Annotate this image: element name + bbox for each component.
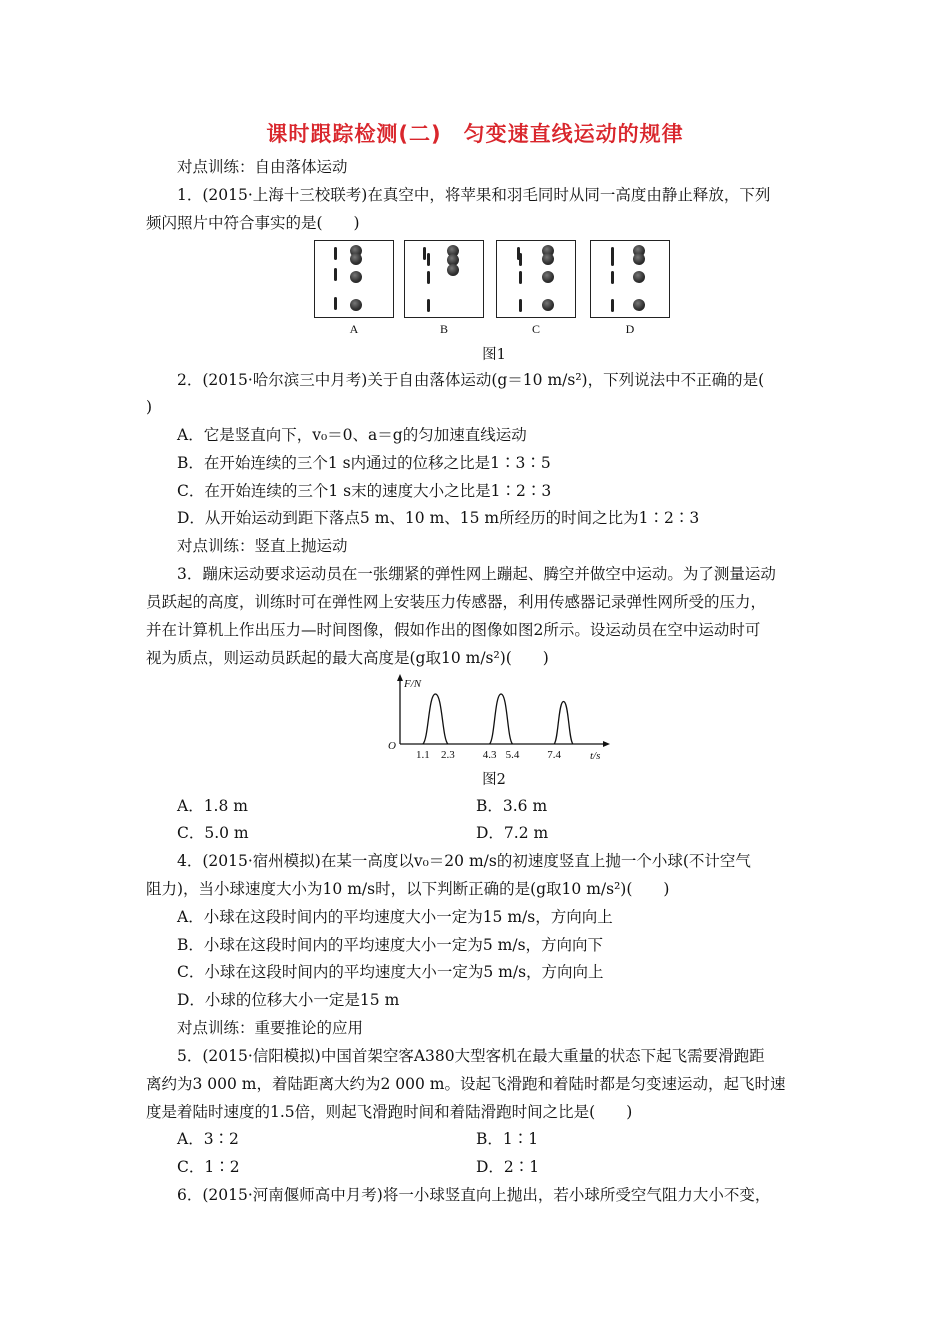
q3-option-d: D．7.2 m xyxy=(476,824,549,842)
q3-line-3: 并在计算机上作出压力—时间图像，假如作出的图像如图2所示。设运动员在空中运动时可 xyxy=(146,621,761,639)
force-pulse-curve xyxy=(554,702,573,745)
apple-icon xyxy=(542,253,554,265)
frame-label-c: C xyxy=(531,322,540,336)
feather-icon xyxy=(334,247,337,260)
q5-option-d: D．2∶1 xyxy=(476,1158,540,1176)
q2-option-a: A．它是竖直向下，v₀＝0、a＝g的匀加速直线运动 xyxy=(177,426,527,444)
feather-icon xyxy=(519,253,522,266)
figure-2-force-time-chart xyxy=(360,672,610,772)
q5-option-b: B．1∶1 xyxy=(476,1130,539,1148)
q3-line-1: 3．蹦床运动要求运动员在一张绷紧的弹性网上蹦起、腾空并做空中运动。为了测量运动 xyxy=(177,565,776,583)
q4-line-1: 4．(2015·宿州模拟)在某一高度以v₀＝20 m/s的初速度竖直上抛一个小球(不计空气 xyxy=(177,852,751,870)
apple-icon xyxy=(633,299,645,311)
feather-icon xyxy=(519,299,522,312)
q1-line-2: 频闪照片中符合事实的是( ) xyxy=(146,214,360,232)
q4-option-a: A．小球在这段时间内的平均速度大小一定为15 m/s，方向向上 xyxy=(177,908,613,926)
feather-icon xyxy=(427,299,430,312)
q5-option-c: C．1∶2 xyxy=(177,1158,240,1176)
x-tick-label: 7.4 xyxy=(547,749,562,761)
q3-option-b: B．3.6 m xyxy=(476,797,548,815)
x-axis-arrow xyxy=(603,741,610,747)
apple-icon xyxy=(350,253,362,265)
q5-line-2: 离约为3 000 m，着陆距离大约为2 000 m。设起飞滑跑和着陆时都是匀变速运动，起飞时速 xyxy=(146,1075,786,1093)
apple-icon xyxy=(542,271,554,283)
apple-icon xyxy=(542,299,554,311)
section-heading-vertical-throw: 对点训练：竖直上抛运动 xyxy=(177,537,348,555)
x-tick-label: 5.4 xyxy=(505,749,520,761)
feather-icon xyxy=(334,297,337,310)
q2-option-d: D．从开始运动到距下落点5 m、10 m、15 m所经历的时间之比为1∶2∶3 xyxy=(177,509,700,527)
q3-line-4: 视为质点，则运动员跃起的最大高度是(g取10 m/s²)( ) xyxy=(146,649,549,667)
q2-line-2: ) xyxy=(146,398,153,416)
q5-option-a: A．3∶2 xyxy=(177,1130,239,1148)
figure-1-caption: 图1 xyxy=(482,347,506,363)
q5-line-3: 度是着陆时速度的1.5倍，则起飞滑跑时间和着陆滑跑时间之比是( ) xyxy=(146,1103,633,1121)
apple-icon xyxy=(350,271,362,283)
section-heading-free-fall: 对点训练：自由落体运动 xyxy=(177,158,348,176)
section-heading-corollaries: 对点训练：重要推论的应用 xyxy=(177,1019,364,1037)
feather-icon xyxy=(611,271,614,284)
figure-1-strobe-photos xyxy=(310,240,680,340)
force-pulse-curve xyxy=(490,694,513,744)
feather-icon xyxy=(519,271,522,284)
feather-icon xyxy=(334,268,337,281)
feather-icon xyxy=(427,271,430,284)
strobe-frame-a xyxy=(314,240,394,318)
apple-icon xyxy=(633,253,645,265)
force-time-chart xyxy=(360,672,610,772)
q1-line-1: 1．(2015·上海十三校联考)在真空中，将苹果和羽毛同时从同一高度由静止释放，下列 xyxy=(177,186,771,204)
strobe-frame-b xyxy=(404,240,484,318)
apple-icon xyxy=(633,271,645,283)
feather-icon xyxy=(427,253,430,266)
frame-label-b: B xyxy=(439,322,448,336)
frame-label-a: A xyxy=(349,322,359,336)
origin-label: O xyxy=(388,740,396,752)
q5-line-1: 5．(2015·信阳模拟)中国首架空客A380大型客机在最大重量的状态下起飞需要滑跑距 xyxy=(177,1047,765,1065)
strobe-frame-c xyxy=(496,240,576,318)
feather-icon xyxy=(611,299,614,312)
q2-option-b: B．在开始连续的三个1 s内通过的位移之比是1∶3∶5 xyxy=(177,454,551,472)
apple-icon xyxy=(350,299,362,311)
q4-line-2: 阻力)，当小球速度大小为10 m/s时，以下判断正确的是(g取10 m/s²)( ) xyxy=(146,880,670,898)
force-pulse-curve xyxy=(423,694,448,744)
y-axis-label: F/N xyxy=(404,678,422,690)
feather-icon xyxy=(611,253,614,266)
q3-option-c: C．5.0 m xyxy=(177,824,249,842)
q2-option-c: C．在开始连续的三个1 s末的速度大小之比是1∶2∶3 xyxy=(177,482,552,500)
q3-line-2: 员跃起的高度，训练时可在弹性网上安装压力传感器，利用传感器记录弹性网所受的压力， xyxy=(146,593,767,611)
q6-line-1: 6．(2015·河南偃师高中月考)将一小球竖直向上抛出，若小球所受空气阻力大小不变， xyxy=(177,1186,771,1204)
apple-icon xyxy=(447,264,459,276)
q4-option-d: D．小球的位移大小一定是15 m xyxy=(177,991,400,1009)
y-axis-arrow xyxy=(397,674,403,681)
frame-label-d: D xyxy=(625,322,635,336)
feather-icon xyxy=(423,247,426,260)
q2-line-1: 2．(2015·哈尔滨三中月考)关于自由落体运动(g＝10 m/s²)，下列说法中不正确的是( xyxy=(177,371,765,389)
x-tick-label: 4.3 xyxy=(482,749,497,761)
x-tick-label: 2.3 xyxy=(441,749,455,761)
q4-option-c: C．小球在这段时间内的平均速度大小一定为5 m/s，方向向上 xyxy=(177,963,604,981)
page-title: 课时跟踪检测(二) 匀变速直线运动的规律 xyxy=(266,122,684,146)
q3-option-a: A．1.8 m xyxy=(177,797,248,815)
strobe-frame-d xyxy=(590,240,670,318)
x-axis-label: t/s xyxy=(590,750,601,762)
x-tick-label: 1.1 xyxy=(416,749,430,761)
figure-2-caption: 图2 xyxy=(482,772,506,788)
q4-option-b: B．小球在这段时间内的平均速度大小一定为5 m/s，方向向下 xyxy=(177,936,604,954)
